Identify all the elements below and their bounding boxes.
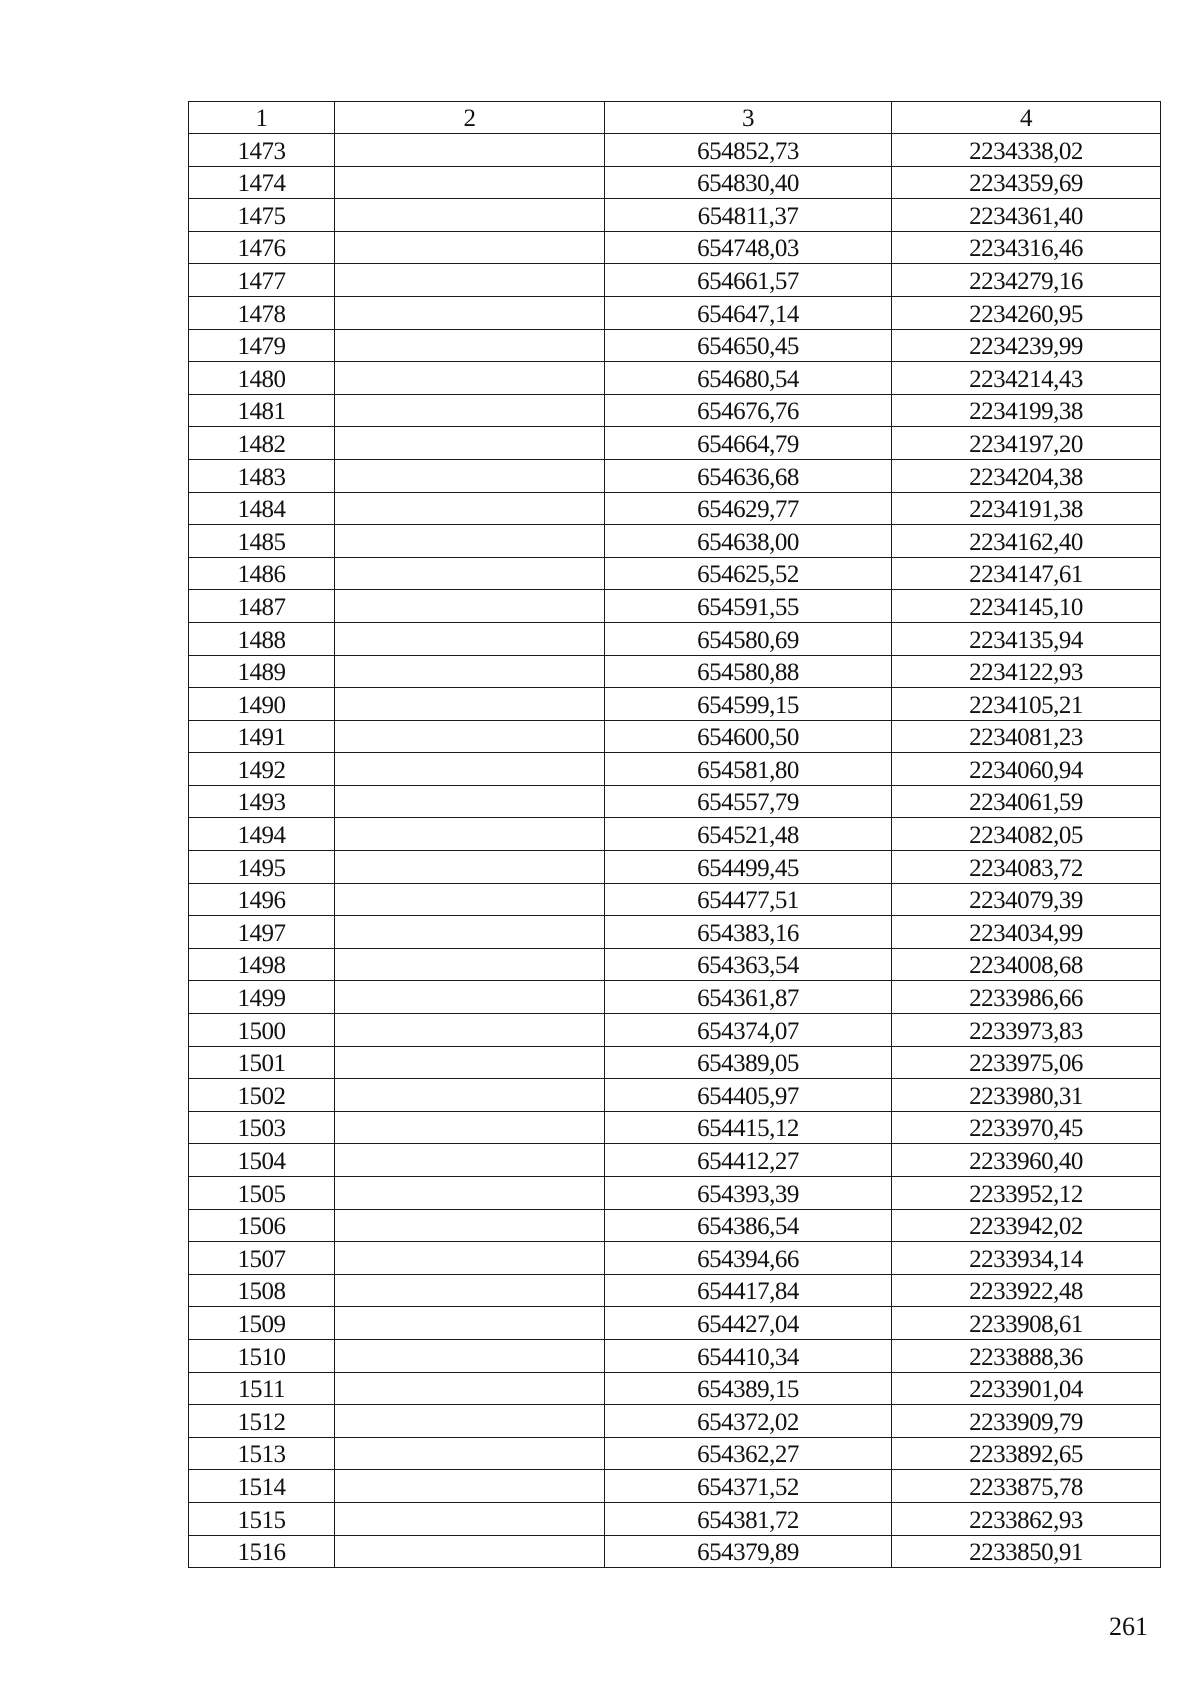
table-row (189, 1372, 1161, 1405)
coordinate-x-cell: 654591,55 (605, 590, 892, 623)
coordinate-y-cell: 2234105,21 (892, 688, 1161, 721)
coordinate-y-cell: 2234147,61 (892, 557, 1161, 590)
column-2-cell (335, 590, 605, 623)
column-header-4: 4 (892, 102, 1161, 134)
table-row (189, 492, 1161, 525)
column-header-2: 2 (335, 102, 605, 134)
coordinate-x-cell: 654625,52 (605, 557, 892, 590)
coordinate-y-cell: 2234338,02 (892, 134, 1161, 167)
table-row (189, 1339, 1161, 1372)
column-2-cell (335, 134, 605, 167)
table-row (189, 688, 1161, 721)
table-header (189, 102, 1161, 134)
coordinate-x-cell: 654371,52 (605, 1470, 892, 1503)
coordinate-x-cell: 654374,07 (605, 1014, 892, 1047)
column-2-cell (335, 1242, 605, 1275)
table-row (189, 1046, 1161, 1079)
column-2-cell (335, 753, 605, 786)
coordinate-y-cell: 2234197,20 (892, 427, 1161, 460)
coordinate-x-cell: 654664,79 (605, 427, 892, 460)
coordinate-x-cell: 654410,34 (605, 1339, 892, 1372)
point-number-cell: 1498 (189, 948, 335, 981)
point-number-cell: 1474 (189, 166, 335, 199)
point-number-cell: 1486 (189, 557, 335, 590)
table-row (189, 1470, 1161, 1503)
coordinate-y-cell: 2234060,94 (892, 753, 1161, 786)
point-number-cell: 1513 (189, 1437, 335, 1470)
table-row (189, 1307, 1161, 1340)
point-number-cell: 1481 (189, 394, 335, 427)
column-2-cell (335, 1307, 605, 1340)
column-2-cell (335, 1502, 605, 1535)
column-2-cell (335, 622, 605, 655)
coordinate-x-cell: 654811,37 (605, 199, 892, 232)
column-2-cell (335, 166, 605, 199)
column-2-cell (335, 818, 605, 851)
table-row (189, 1502, 1161, 1535)
coordinate-y-cell: 2233922,48 (892, 1274, 1161, 1307)
column-2-cell (335, 492, 605, 525)
column-2-cell (335, 1437, 605, 1470)
column-2-cell (335, 1144, 605, 1177)
header-row (189, 102, 1161, 134)
coordinate-x-cell: 654599,15 (605, 688, 892, 721)
coordinate-x-cell: 654600,50 (605, 720, 892, 753)
point-number-cell: 1476 (189, 231, 335, 264)
coordinate-x-cell: 654852,73 (605, 134, 892, 167)
coordinate-x-cell: 654680,54 (605, 362, 892, 395)
table-row (189, 981, 1161, 1014)
coordinate-y-cell: 2233975,06 (892, 1046, 1161, 1079)
point-number-cell: 1510 (189, 1339, 335, 1372)
point-number-cell: 1501 (189, 1046, 335, 1079)
coordinate-x-cell: 654580,88 (605, 655, 892, 688)
coordinate-x-cell: 654748,03 (605, 231, 892, 264)
point-number-cell: 1495 (189, 851, 335, 884)
coordinate-x-cell: 654638,00 (605, 525, 892, 558)
table-row (189, 459, 1161, 492)
coordinate-y-cell: 2234361,40 (892, 199, 1161, 232)
coordinate-y-cell: 2234008,68 (892, 948, 1161, 981)
coordinate-y-cell: 2233908,61 (892, 1307, 1161, 1340)
coordinate-x-cell: 654361,87 (605, 981, 892, 1014)
table-row (189, 134, 1161, 167)
coordinate-y-cell: 2234260,95 (892, 296, 1161, 329)
coordinate-y-cell: 2234239,99 (892, 329, 1161, 362)
column-2-cell (335, 1014, 605, 1047)
table-row (189, 1437, 1161, 1470)
point-number-cell: 1478 (189, 296, 335, 329)
point-number-cell: 1489 (189, 655, 335, 688)
table-row (189, 1535, 1161, 1568)
table-row (189, 525, 1161, 558)
coordinate-y-cell: 2234162,40 (892, 525, 1161, 558)
coordinate-y-cell: 2234079,39 (892, 883, 1161, 916)
coordinate-y-cell: 2234279,16 (892, 264, 1161, 297)
table-row (189, 231, 1161, 264)
point-number-cell: 1508 (189, 1274, 335, 1307)
coordinate-y-cell: 2234191,38 (892, 492, 1161, 525)
table-row (189, 1079, 1161, 1112)
column-2-cell (335, 851, 605, 884)
coordinate-x-cell: 654580,69 (605, 622, 892, 655)
coordinate-x-cell: 654389,15 (605, 1372, 892, 1405)
column-2-cell (335, 199, 605, 232)
point-number-cell: 1477 (189, 264, 335, 297)
coordinate-x-cell: 654372,02 (605, 1405, 892, 1438)
point-number-cell: 1473 (189, 134, 335, 167)
coordinate-y-cell: 2233888,36 (892, 1339, 1161, 1372)
table-row (189, 264, 1161, 297)
coordinate-x-cell: 654381,72 (605, 1502, 892, 1535)
column-2-cell (335, 394, 605, 427)
column-2-cell (335, 264, 605, 297)
table-row (189, 916, 1161, 949)
column-2-cell (335, 231, 605, 264)
column-2-cell (335, 1046, 605, 1079)
column-2-cell (335, 1535, 605, 1568)
column-2-cell (335, 948, 605, 981)
coordinate-y-cell: 2234061,59 (892, 785, 1161, 818)
coordinate-y-cell: 2233952,12 (892, 1177, 1161, 1210)
table-row (189, 1405, 1161, 1438)
coordinate-x-cell: 654417,84 (605, 1274, 892, 1307)
point-number-cell: 1512 (189, 1405, 335, 1438)
column-2-cell (335, 1372, 605, 1405)
point-number-cell: 1514 (189, 1470, 335, 1503)
coordinate-x-cell: 654383,16 (605, 916, 892, 949)
coordinate-x-cell: 654386,54 (605, 1209, 892, 1242)
coordinate-x-cell: 654581,80 (605, 753, 892, 786)
coordinate-y-cell: 2234083,72 (892, 851, 1161, 884)
column-2-cell (335, 1209, 605, 1242)
coordinate-y-cell: 2233960,40 (892, 1144, 1161, 1177)
coordinate-x-cell: 654379,89 (605, 1535, 892, 1568)
column-2-cell (335, 785, 605, 818)
table-row (189, 851, 1161, 884)
coordinate-y-cell: 2233934,14 (892, 1242, 1161, 1275)
coordinate-y-cell: 2234316,46 (892, 231, 1161, 264)
table-row (189, 557, 1161, 590)
column-2-cell (335, 981, 605, 1014)
point-number-cell: 1505 (189, 1177, 335, 1210)
column-2-cell (335, 688, 605, 721)
column-2-cell (335, 1470, 605, 1503)
coordinate-y-cell: 2234214,43 (892, 362, 1161, 395)
point-number-cell: 1493 (189, 785, 335, 818)
coordinate-y-cell: 2234199,38 (892, 394, 1161, 427)
column-2-cell (335, 329, 605, 362)
point-number-cell: 1480 (189, 362, 335, 395)
point-number-cell: 1492 (189, 753, 335, 786)
coordinate-x-cell: 654676,76 (605, 394, 892, 427)
coordinate-x-cell: 654557,79 (605, 785, 892, 818)
point-number-cell: 1509 (189, 1307, 335, 1340)
point-number-cell: 1506 (189, 1209, 335, 1242)
column-2-cell (335, 1274, 605, 1307)
coordinate-y-cell: 2233909,79 (892, 1405, 1161, 1438)
point-number-cell: 1494 (189, 818, 335, 851)
coordinate-y-cell: 2233970,45 (892, 1111, 1161, 1144)
coordinate-y-cell: 2234359,69 (892, 166, 1161, 199)
coordinate-x-cell: 654650,45 (605, 329, 892, 362)
table-row (189, 1144, 1161, 1177)
column-header-3: 3 (605, 102, 892, 134)
point-number-cell: 1482 (189, 427, 335, 460)
coordinate-y-cell: 2234135,94 (892, 622, 1161, 655)
point-number-cell: 1504 (189, 1144, 335, 1177)
table-row (189, 948, 1161, 981)
column-2-cell (335, 720, 605, 753)
coordinate-y-cell: 2233901,04 (892, 1372, 1161, 1405)
coordinate-x-cell: 654477,51 (605, 883, 892, 916)
coordinate-x-cell: 654389,05 (605, 1046, 892, 1079)
coordinate-y-cell: 2233942,02 (892, 1209, 1161, 1242)
coordinate-y-cell: 2233986,66 (892, 981, 1161, 1014)
table-row (189, 329, 1161, 362)
point-number-cell: 1511 (189, 1372, 335, 1405)
coordinate-x-cell: 654636,68 (605, 459, 892, 492)
table-row (189, 753, 1161, 786)
coordinate-x-cell: 654362,27 (605, 1437, 892, 1470)
point-number-cell: 1497 (189, 916, 335, 949)
coordinate-y-cell: 2234034,99 (892, 916, 1161, 949)
column-header-1: 1 (189, 102, 335, 134)
table-row (189, 1242, 1161, 1275)
point-number-cell: 1516 (189, 1535, 335, 1568)
coordinate-y-cell: 2233875,78 (892, 1470, 1161, 1503)
point-number-cell: 1475 (189, 199, 335, 232)
column-2-cell (335, 655, 605, 688)
table-row (189, 1209, 1161, 1242)
point-number-cell: 1483 (189, 459, 335, 492)
point-number-cell: 1491 (189, 720, 335, 753)
coordinate-y-cell: 2234145,10 (892, 590, 1161, 623)
coordinate-y-cell: 2233980,31 (892, 1079, 1161, 1112)
point-number-cell: 1500 (189, 1014, 335, 1047)
column-2-cell (335, 427, 605, 460)
point-number-cell: 1507 (189, 1242, 335, 1275)
point-number-cell: 1488 (189, 622, 335, 655)
point-number-cell: 1515 (189, 1502, 335, 1535)
coordinate-y-cell: 2234082,05 (892, 818, 1161, 851)
coordinate-y-cell: 2234204,38 (892, 459, 1161, 492)
table-row (189, 1274, 1161, 1307)
point-number-cell: 1485 (189, 525, 335, 558)
point-number-cell: 1502 (189, 1079, 335, 1112)
column-2-cell (335, 459, 605, 492)
coordinate-y-cell: 2233973,83 (892, 1014, 1161, 1047)
table-row (189, 720, 1161, 753)
table-row (189, 590, 1161, 623)
coordinate-x-cell: 654830,40 (605, 166, 892, 199)
point-number-cell: 1496 (189, 883, 335, 916)
point-number-cell: 1503 (189, 1111, 335, 1144)
table-row (189, 166, 1161, 199)
coordinate-x-cell: 654629,77 (605, 492, 892, 525)
column-2-cell (335, 1339, 605, 1372)
point-number-cell: 1479 (189, 329, 335, 362)
column-2-cell (335, 557, 605, 590)
coordinate-x-cell: 654499,45 (605, 851, 892, 884)
table-row (189, 1177, 1161, 1210)
coordinate-x-cell: 654661,57 (605, 264, 892, 297)
column-2-cell (335, 525, 605, 558)
table-row (189, 622, 1161, 655)
column-2-cell (335, 883, 605, 916)
coordinate-y-cell: 2233850,91 (892, 1535, 1161, 1568)
table-row (189, 655, 1161, 688)
table-row (189, 1111, 1161, 1144)
coordinate-x-cell: 654415,12 (605, 1111, 892, 1144)
coordinate-x-cell: 654647,14 (605, 296, 892, 329)
column-2-cell (335, 1079, 605, 1112)
table-row (189, 883, 1161, 916)
table-row (189, 1014, 1161, 1047)
coordinate-x-cell: 654363,54 (605, 948, 892, 981)
table-row (189, 785, 1161, 818)
column-2-cell (335, 916, 605, 949)
coordinate-x-cell: 654427,04 (605, 1307, 892, 1340)
table-row (189, 296, 1161, 329)
coordinate-x-cell: 654394,66 (605, 1242, 892, 1275)
table-row (189, 394, 1161, 427)
point-number-cell: 1490 (189, 688, 335, 721)
coordinate-y-cell: 2233892,65 (892, 1437, 1161, 1470)
table-row (189, 818, 1161, 851)
column-2-cell (335, 296, 605, 329)
point-number-cell: 1499 (189, 981, 335, 1014)
column-2-cell (335, 362, 605, 395)
coordinate-y-cell: 2234122,93 (892, 655, 1161, 688)
point-number-cell: 1484 (189, 492, 335, 525)
coordinates-table (188, 101, 1161, 1568)
coordinate-x-cell: 654412,27 (605, 1144, 892, 1177)
column-2-cell (335, 1177, 605, 1210)
coordinate-y-cell: 2234081,23 (892, 720, 1161, 753)
coordinate-x-cell: 654393,39 (605, 1177, 892, 1210)
table-row (189, 199, 1161, 232)
coordinate-x-cell: 654405,97 (605, 1079, 892, 1112)
table-row (189, 427, 1161, 460)
table-row (189, 362, 1161, 395)
page-number: 261 (1109, 1612, 1148, 1641)
coordinate-y-cell: 2233862,93 (892, 1502, 1161, 1535)
column-2-cell (335, 1405, 605, 1438)
point-number-cell: 1487 (189, 590, 335, 623)
column-2-cell (335, 1111, 605, 1144)
table-body (189, 134, 1161, 1568)
coordinate-x-cell: 654521,48 (605, 818, 892, 851)
